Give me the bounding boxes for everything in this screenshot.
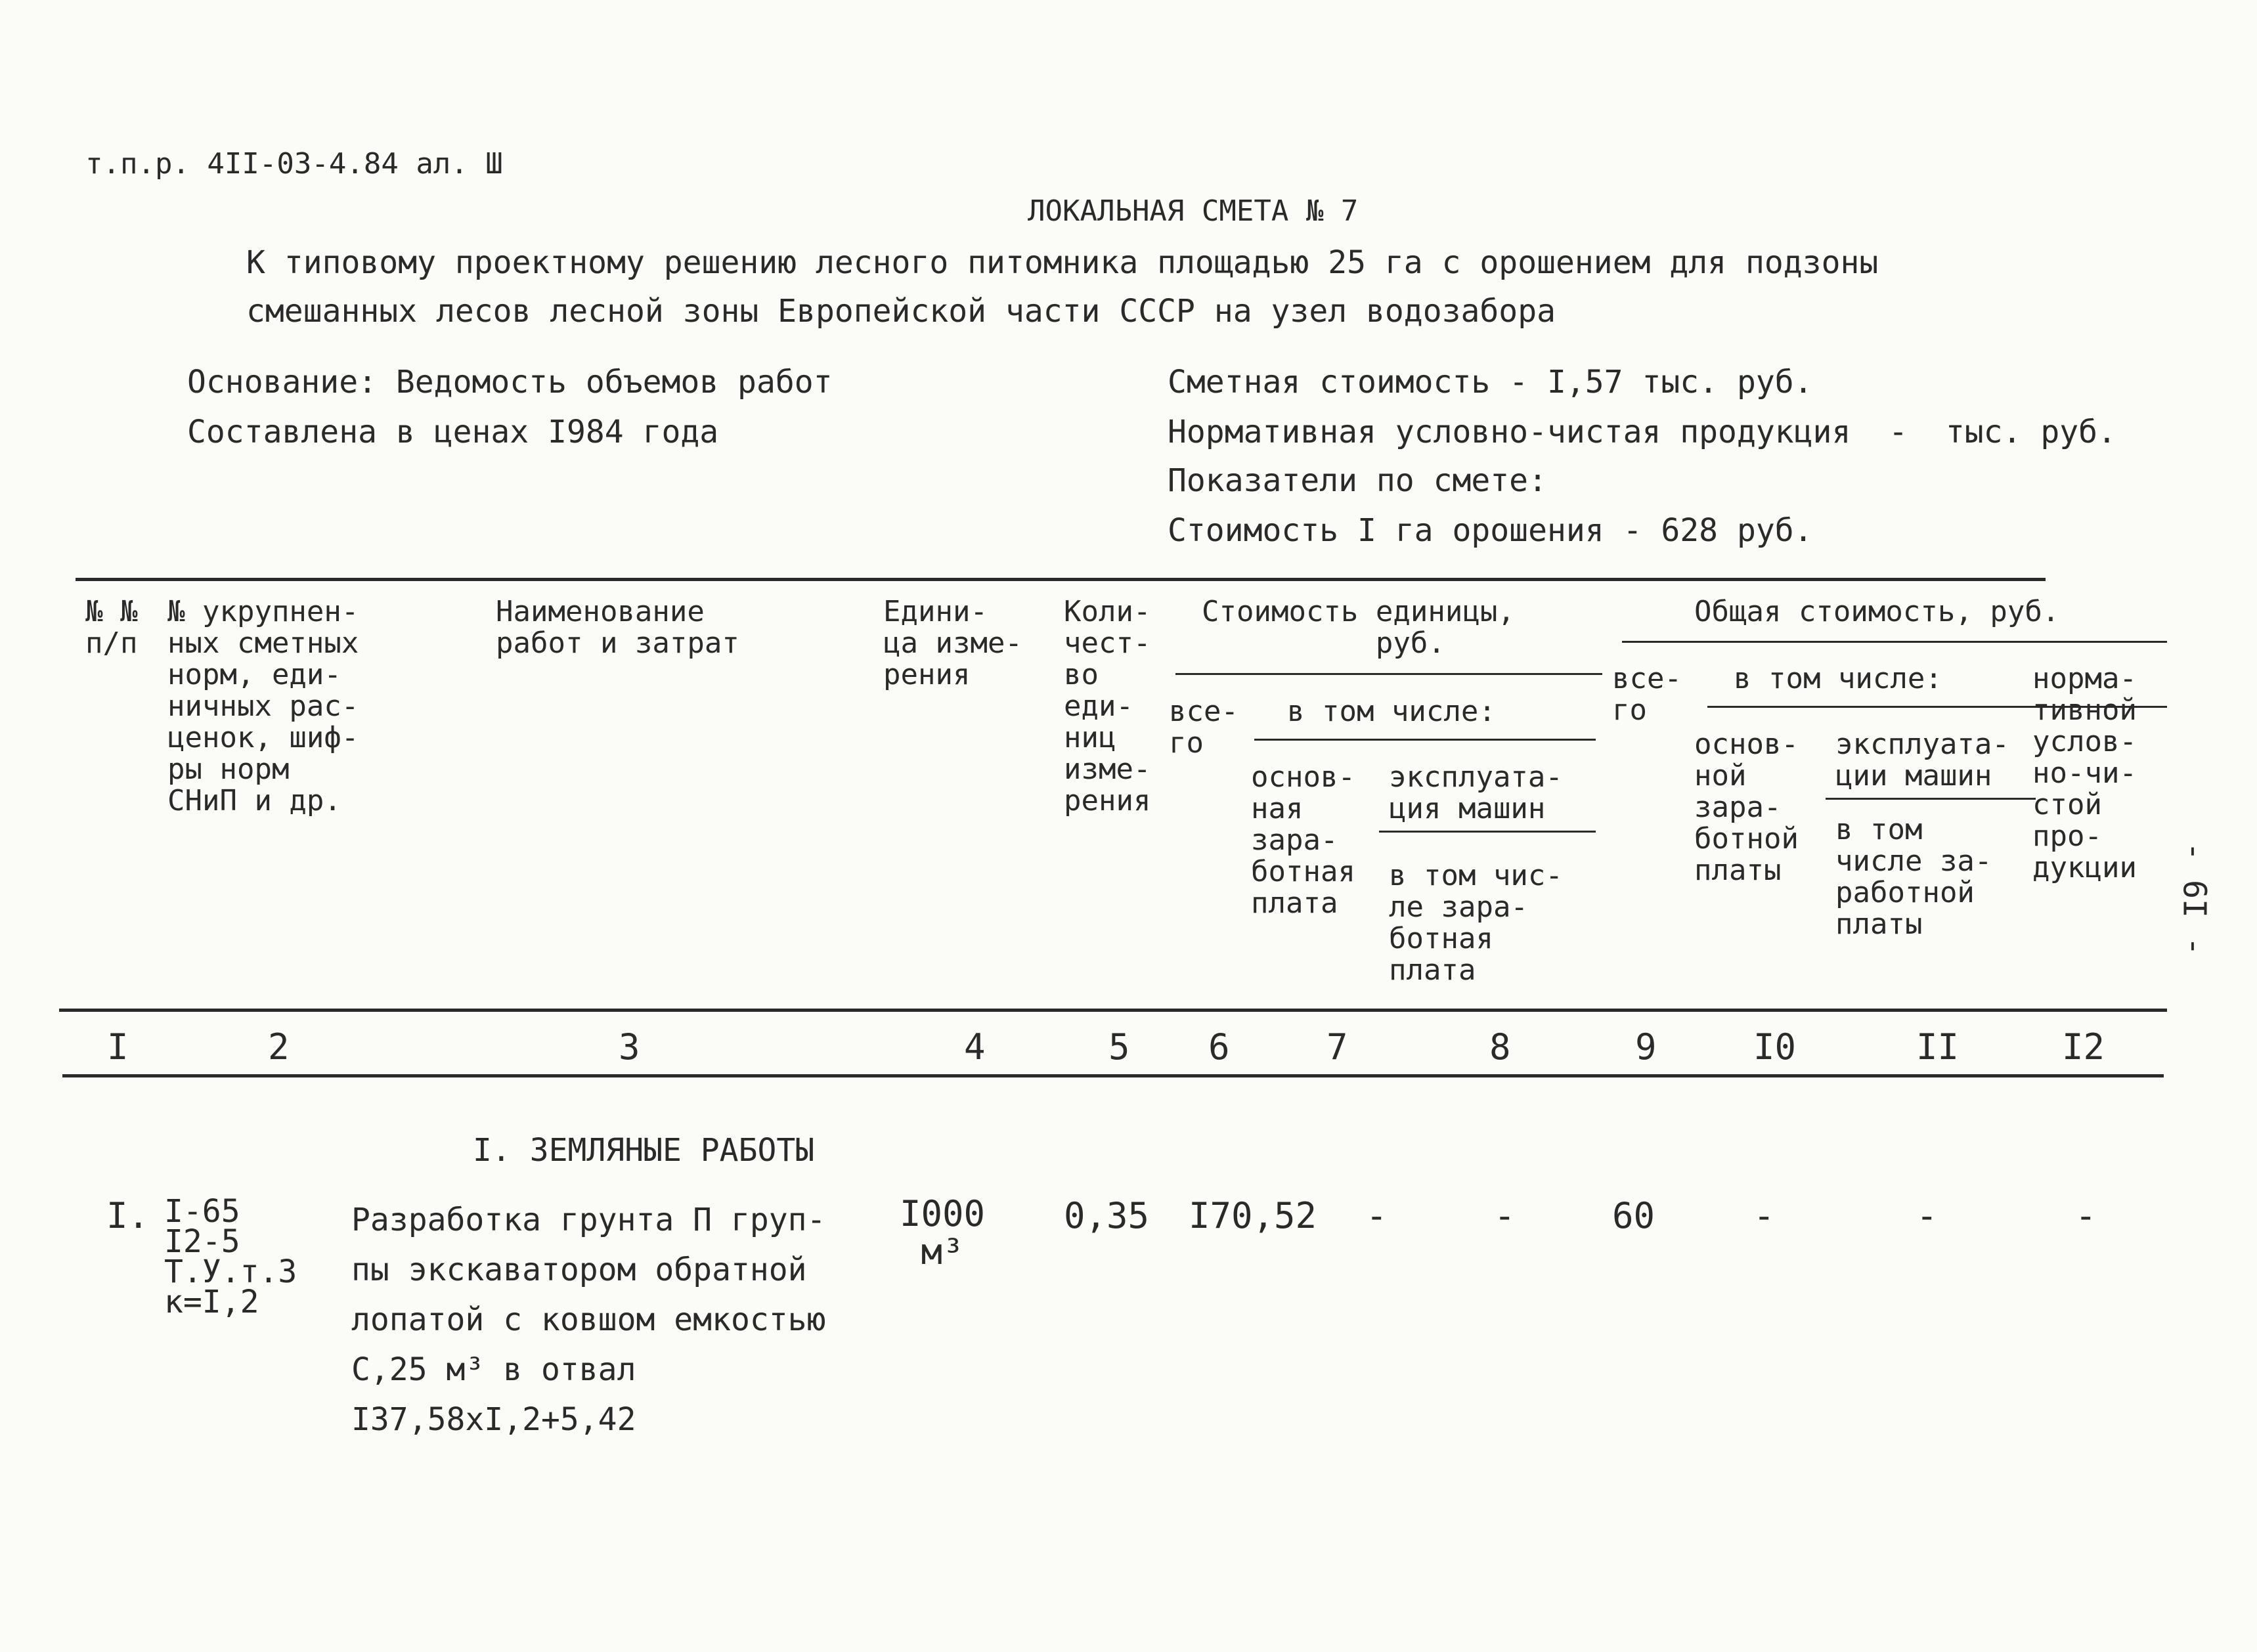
table-top-rule (76, 578, 2046, 581)
total-cost-rule (1622, 641, 2167, 643)
unit-cost-rule (1175, 673, 1602, 675)
basis-text: Основание: Ведомость объемов работ (187, 364, 833, 401)
col-number-10: I0 (1753, 1026, 1797, 1068)
col-number-7: 7 (1326, 1026, 1348, 1068)
subtitle-line-2: смешанных лесов лесной зоны Европейской части СССР на узел водозабора (246, 293, 1556, 330)
row-unit-total: I70,52 (1189, 1195, 1317, 1236)
col-number-1: I (107, 1026, 129, 1068)
prices-text: Составлена в ценах I984 года (187, 414, 719, 450)
in-that-header-1: в том числе: (1287, 695, 1496, 728)
row-number: I. (106, 1195, 150, 1236)
col-number-4: 4 (964, 1026, 986, 1068)
col-number-2: 2 (268, 1026, 290, 1068)
unit-cost-header: Стоимость единицы, руб. (1202, 595, 1515, 660)
section-title: I. ЗЕМЛЯНЫЕ РАБОТЫ (473, 1132, 815, 1169)
col-unit-header: Едини- ца изме- рения (883, 595, 1022, 691)
document-code: т.п.р. 4II-03-4.84 ал. Ш (85, 147, 503, 181)
row-total-norm: - (2075, 1195, 2097, 1236)
cost-per-hectare: Стоимость I га орошения - 628 руб. (1168, 512, 1813, 549)
row-work-name: Разработка грунта П груп- пы экскаватором обратной лопатой с ковшом емкостью С,25 м³ в отвал I37,58хI,2+5,42 (351, 1202, 826, 1438)
col-number-5: 5 (1108, 1026, 1130, 1068)
row-code: I-65 I2-5 Т.У.т.3 к=I,2 (164, 1193, 297, 1320)
col-total-machine-wage-header: в том числе за- работной платы (1835, 813, 1992, 941)
col-num-header: № № п/п (85, 595, 138, 660)
col-number-6: 6 (1208, 1026, 1230, 1068)
machine-rule-1 (1379, 831, 1596, 833)
col-number-11: II (1916, 1026, 1960, 1068)
total-cost-header: Общая стоимость, руб. (1694, 595, 2060, 628)
row-total-wage: - (1753, 1195, 1775, 1236)
col-name-header: Наименование работ и затрат (496, 595, 739, 660)
estimated-cost: Сметная стоимость - I,57 тыс. руб. (1168, 364, 1813, 401)
machine-rule-2 (1826, 798, 2036, 800)
col-code-header: № укрупнен- ных сметных норм, еди- ничных рас- ценок, шиф- ры норм СНиП и др. (167, 595, 359, 817)
col-number-8: 8 (1489, 1026, 1511, 1068)
col-total-wage-header: основ- ной зара- ботной платы (1694, 728, 1799, 887)
col-total-header: все- го (1612, 662, 1682, 727)
row-total-machine: - (1916, 1195, 1938, 1236)
row-total: 60 (1612, 1195, 1655, 1236)
row-unit-wage: - (1366, 1195, 1388, 1236)
col-unit-machine-wage-header: в том чис- ле зара- ботная плата (1389, 859, 1563, 987)
indicators-label: Показатели по смете: (1168, 462, 1547, 499)
col-unit-total-header: все- го (1169, 695, 1238, 760)
row-qty: 0,35 (1064, 1195, 1150, 1236)
row-unit: I000 м³ (900, 1193, 986, 1272)
subtitle-line-1: К типовому проектному решению лесного питомника площадью 25 га с орошением для подзоны (246, 244, 1879, 281)
col-unit-machine-header: эксплуата- ция машин (1389, 760, 1563, 825)
col-total-machine-header: эксплуата- ции машин (1835, 728, 2009, 793)
col-norm-header: норма- тивной услов- но-чи- стой про- дукции (2032, 662, 2137, 884)
col-number-9: 9 (1635, 1026, 1657, 1068)
document-title: ЛОКАЛЬНАЯ СМЕТА № 7 (1028, 194, 1359, 228)
page-number: - 6I - (2176, 842, 2213, 956)
col-qty-header: Коли- чест- во еди- ниц изме- рения (1064, 595, 1151, 817)
row-unit-machine: - (1494, 1195, 1516, 1236)
header-bottom-rule (59, 1009, 2167, 1012)
in-that-rule-1 (1254, 739, 1596, 741)
column-numbers-rule (62, 1074, 2164, 1077)
col-unit-wage-header: основ- ная зара- ботная плата (1251, 760, 1355, 920)
col-number-3: 3 (619, 1026, 640, 1068)
in-that-header-2: в том числе: (1734, 662, 1942, 695)
net-product: Нормативная условно-чистая продукция - тыс. руб. (1168, 414, 2116, 450)
col-number-12: I2 (2062, 1026, 2105, 1068)
